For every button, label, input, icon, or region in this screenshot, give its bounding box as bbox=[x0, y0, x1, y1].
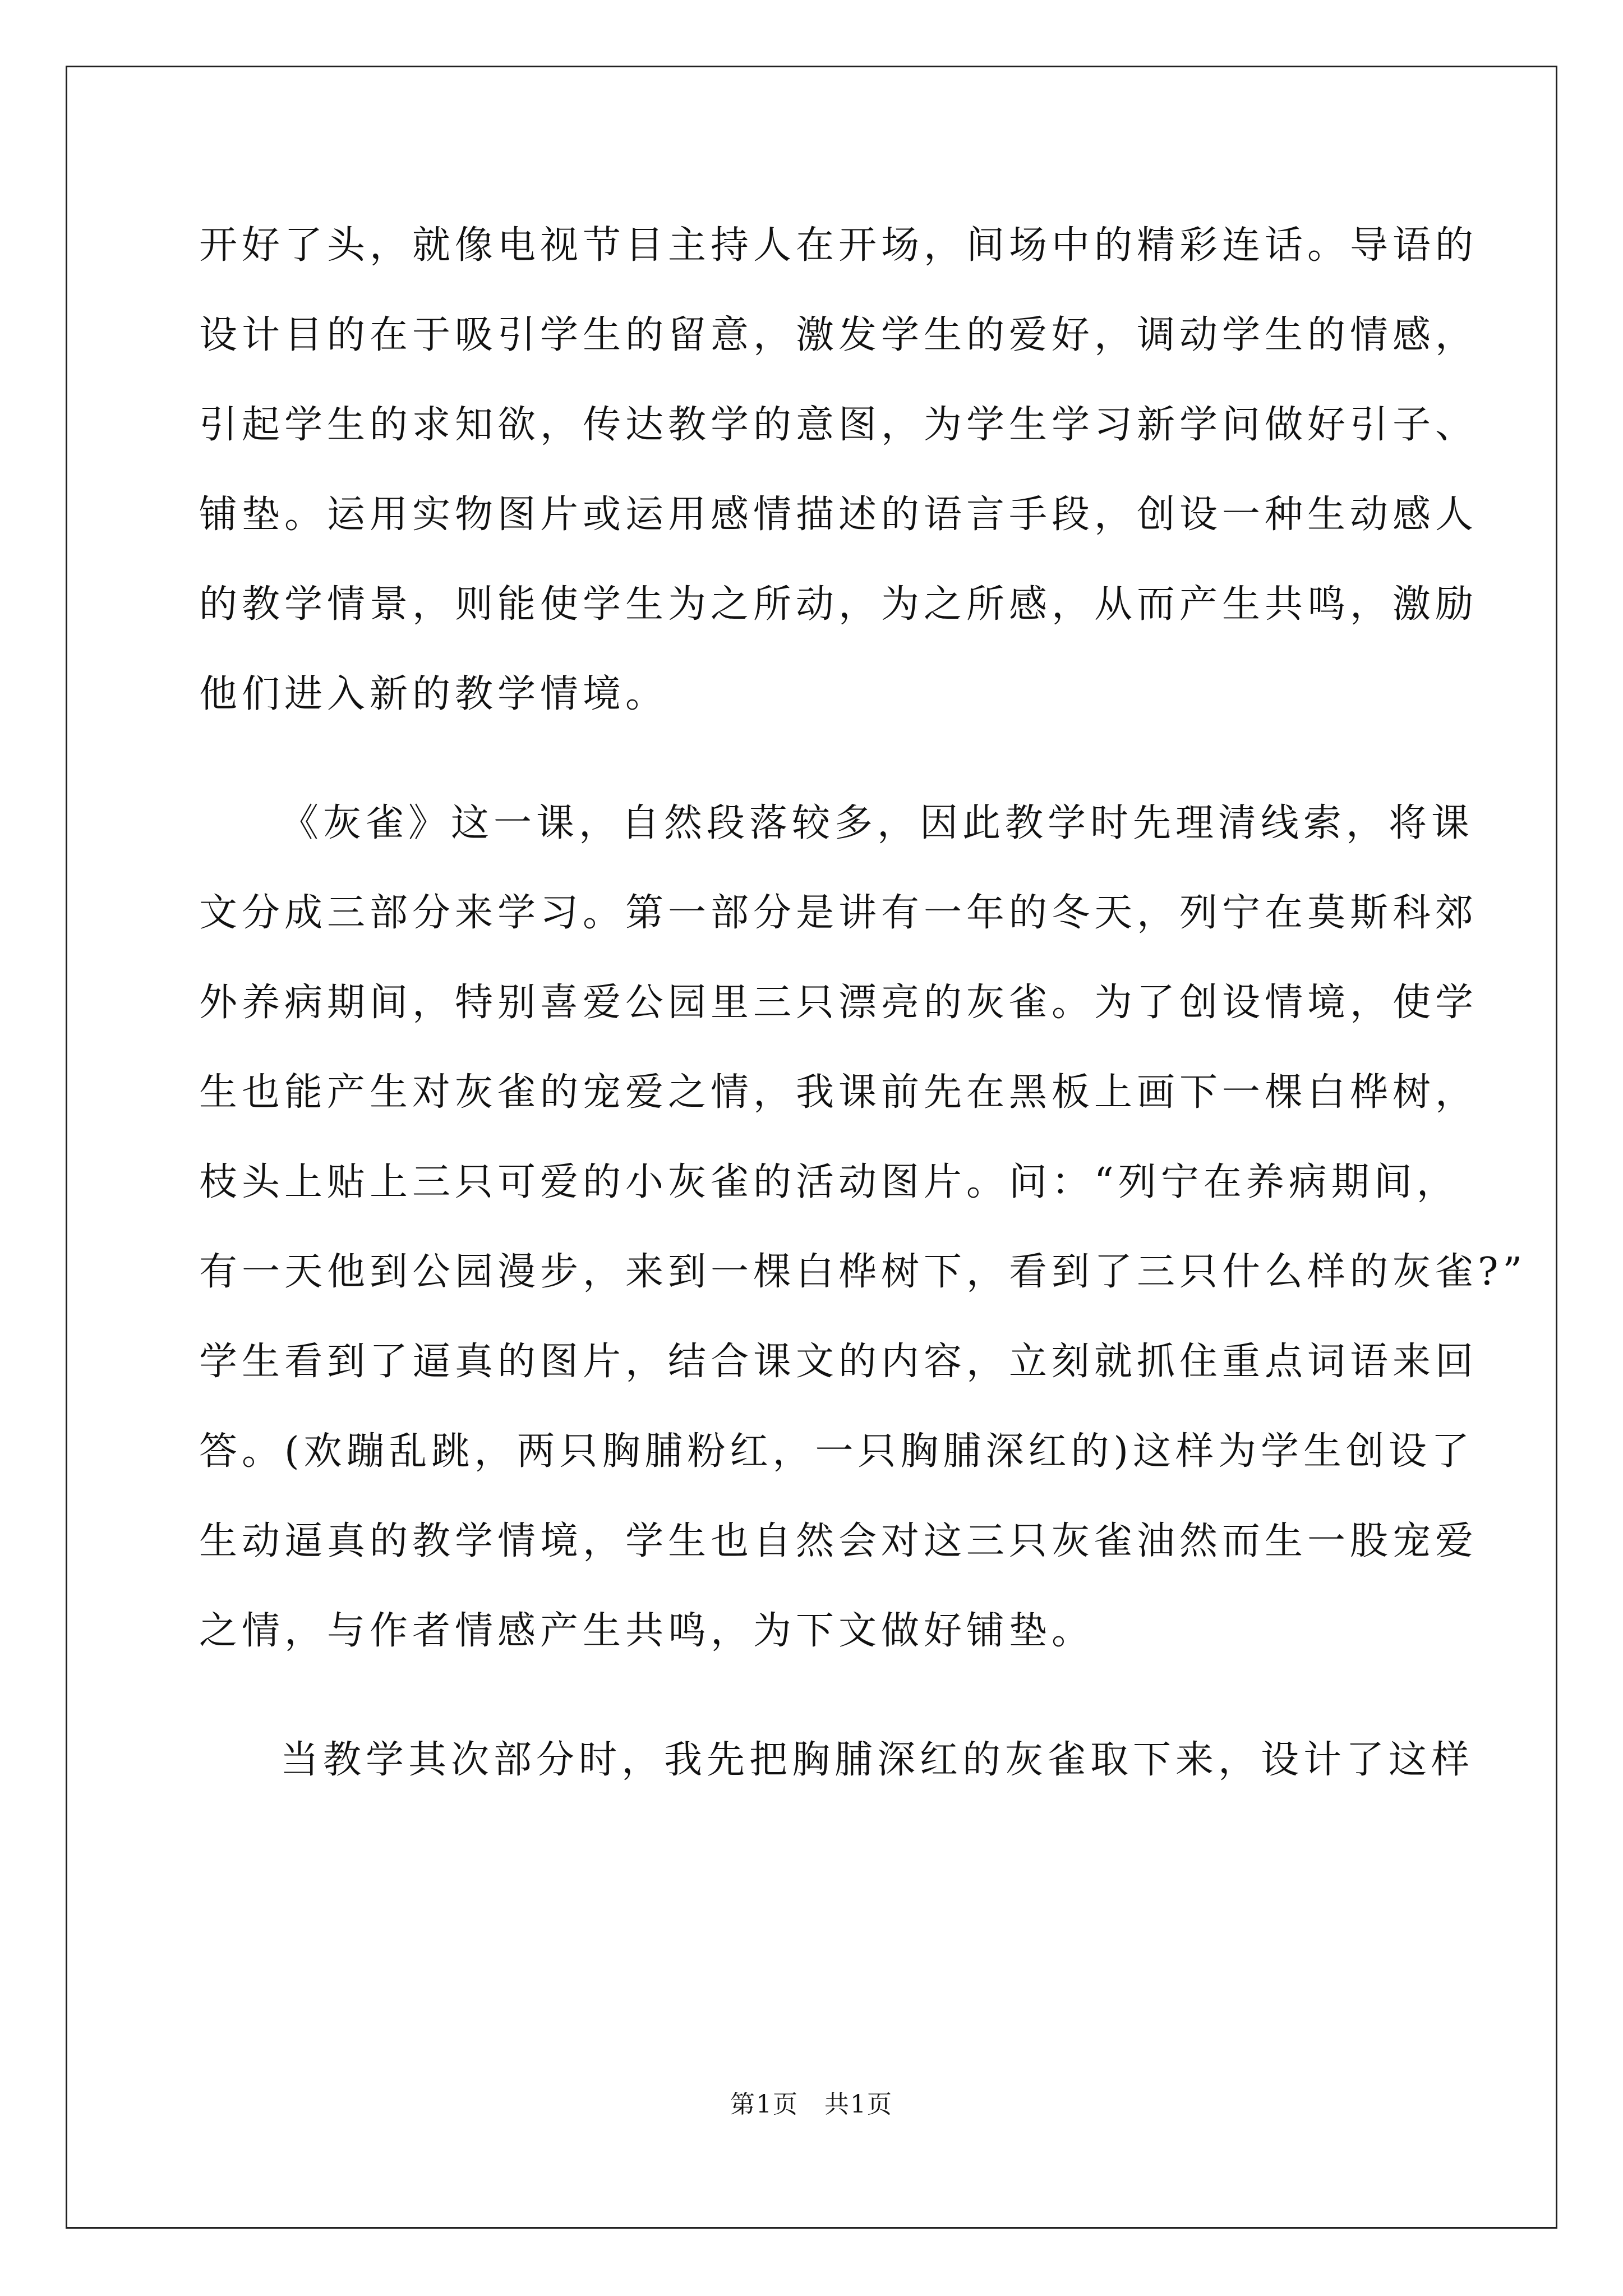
text-line: 开好了头，就像电视节目主持人在开场，间场中的精彩连话。导语的 bbox=[199, 223, 1478, 268]
text-line: 设计目的在于吸引学生的留意，激发学生的爱好，调动学生的情感， bbox=[199, 313, 1478, 357]
page-number-footer: 第1页 共1页 bbox=[730, 2090, 893, 2119]
text-line: 答。(欢蹦乱跳，两只胸脯粉红，一只胸脯深红的)这样为学生创设了 bbox=[199, 1429, 1474, 1474]
text-line: 学生看到了逼真的图片，结合课文的内容，立刻就抓住重点词语来回 bbox=[199, 1340, 1478, 1384]
document-body bbox=[199, 201, 1527, 1805]
paragraph-1 bbox=[199, 201, 1478, 739]
text-line: 之情，与作者情感产生共鸣，为下文做好铺垫。 bbox=[199, 1609, 1095, 1653]
paragraph-spacer bbox=[199, 1676, 1433, 1715]
text-line: 枝头上贴上三只可爱的小灰雀的活动图片。问：“列宁在养病期间， bbox=[199, 1160, 1459, 1204]
text-line: 生动逼真的教学情境，学生也自然会对这三只灰雀油然而生一股宠爱 bbox=[199, 1519, 1478, 1563]
text-line: 铺垫。运用实物图片或运用感情描述的语言手段，创设一种生动感人 bbox=[199, 493, 1478, 537]
text-line: 他们进入新的教学情境。 bbox=[199, 672, 668, 716]
text-line: 的教学情景，则能使学生为之所动，为之所感，从而产生共鸣，激励 bbox=[199, 582, 1478, 627]
text-line: 外养病期间，特别喜爱公园里三只漂亮的灰雀。为了创设情境，使学 bbox=[199, 981, 1478, 1025]
text-line: 有一天他到公园漫步，来到一棵白桦树下，看到了三只什么样的灰雀?” bbox=[199, 1250, 1527, 1294]
paragraph-3 bbox=[199, 1715, 1474, 1805]
text-line: 当教学其次部分时，我先把胸脯深红的灰雀取下来，设计了这样 bbox=[280, 1738, 1474, 1782]
paragraph-spacer bbox=[199, 739, 1433, 779]
text-line: 文分成三部分来学习。第一部分是讲有一年的冬天，列宁在莫斯科郊 bbox=[199, 891, 1478, 935]
paragraph-2 bbox=[199, 779, 1527, 1676]
text-line: 引起学生的求知欲，传达教学的意图，为学生学习新学问做好引子、 bbox=[199, 403, 1478, 447]
text-line: 生也能产生对灰雀的宠爱之情，我课前先在黑板上画下一棵白桦树， bbox=[199, 1070, 1478, 1115]
text-line: 《灰雀》这一课，自然段落较多，因此教学时先理清线索，将课 bbox=[280, 801, 1474, 845]
